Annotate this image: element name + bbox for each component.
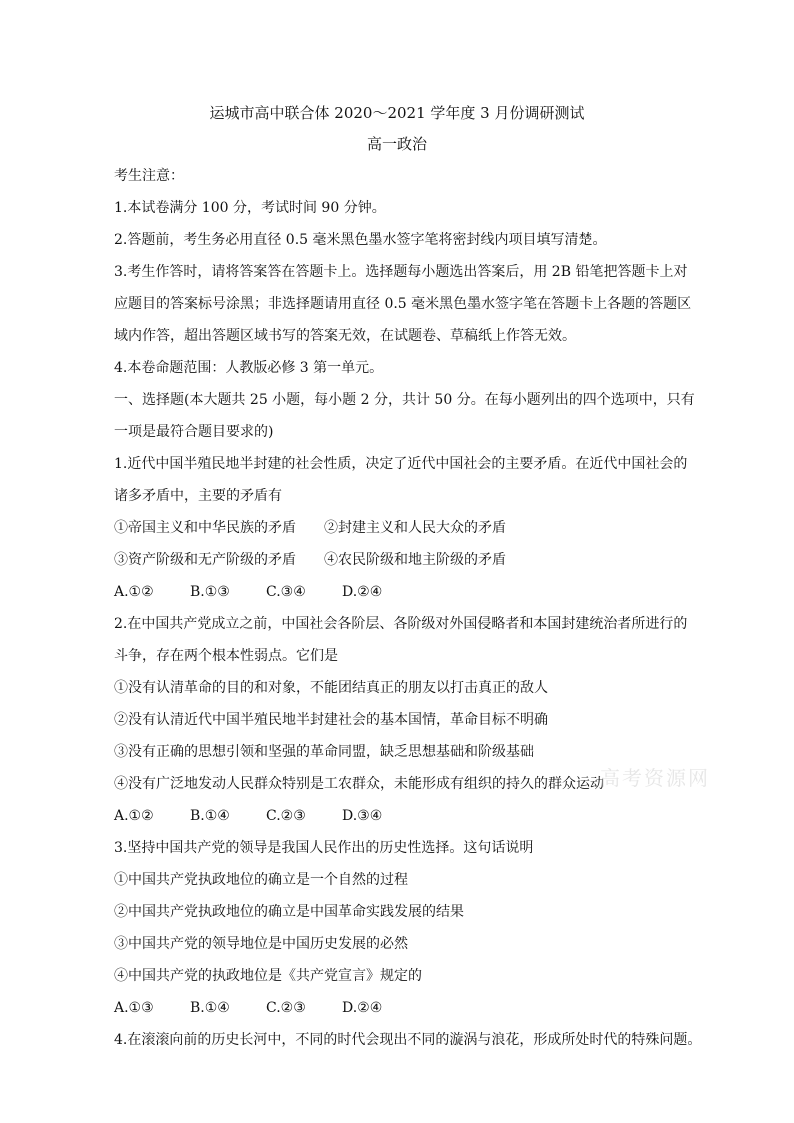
q1-statement: ①帝国主义和中华民族的矛盾: [114, 520, 296, 536]
q1-statement: ④农民阶级和地主阶级的矛盾: [324, 552, 506, 568]
q3-option-c[interactable]: C.②③: [266, 1000, 306, 1016]
q2-option-b[interactable]: B.①④: [190, 808, 230, 824]
notice-item: 2.答题前，考生务必用直径 0.5 毫米黑色墨水签字笔将密封线内项目填写清楚。: [114, 232, 607, 248]
q3-statement: ②中国共产党执政地位的确立是中国革命实践发展的结果: [114, 904, 464, 920]
q2-options: [114, 806, 382, 826]
q3-statement: ③中国共产党的领导地位是中国历史发展的必然: [114, 936, 408, 952]
q2-option-c[interactable]: C.②③: [266, 808, 306, 824]
q1-option-c[interactable]: C.③④: [266, 584, 306, 600]
q1-option-d[interactable]: D.②④: [342, 584, 383, 600]
notice-item: 3.考生作答时，请将答案答在答题卡上。选择题每小题选出答案后，用 2B 铅笔把答题卡上对: [114, 264, 688, 280]
section-heading-cont: 一项是最符合题目要求的): [114, 424, 274, 440]
q2-option-d[interactable]: D.③④: [342, 808, 383, 824]
q2-stem-cont: 斗争，存在两个根本性弱点。它们是: [114, 648, 338, 664]
q1-statements-row: [114, 518, 506, 538]
q1-stem-cont: 诸多矛盾中，主要的矛盾有: [114, 488, 282, 504]
q3-option-a[interactable]: A.①③: [114, 1000, 154, 1016]
section-heading: 一、选择题(本大题共 25 小题，每小题 2 分，共计 50 分。在每小题列出的四个选项中，只有: [114, 392, 695, 408]
q1-option-b[interactable]: B.①③: [190, 584, 230, 600]
q1-statement: ③资产阶级和无产阶级的矛盾: [114, 552, 296, 568]
q3-options: [114, 998, 382, 1018]
notice-heading: 考生注意：: [114, 168, 184, 184]
q4-stem: 4.在滚滚向前的历史长河中，不同的时代会现出不同的漩涡与浪花，形成所处时代的特殊问题。: [114, 1032, 702, 1048]
q1-statement: ②封建主义和人民大众的矛盾: [324, 520, 506, 536]
notice-item: 1.本试卷满分 100 分，考试时间 90 分钟。: [114, 200, 386, 216]
q2-statement: ①没有认清革命的目的和对象，不能团结真正的朋友以打击真正的敌人: [114, 680, 548, 696]
q3-statement: ④中国共产党的执政地位是《共产党宣言》规定的: [114, 968, 422, 984]
q1-options: [114, 582, 382, 602]
q1-stem: 1.近代中国半殖民地半封建的社会性质，决定了近代中国社会的主要矛盾。在近代中国社会的: [114, 456, 688, 472]
notice-item: 4.本卷命题范围：人教版必修 3 第一单元。: [114, 360, 384, 376]
subject-title: 高一政治: [366, 135, 427, 153]
q1-statements-row: [114, 550, 506, 570]
q3-option-b[interactable]: B.①④: [190, 1000, 230, 1016]
q3-statement: ①中国共产党执政地位的确立是一个自然的过程: [114, 872, 408, 888]
exam-title: 运城市高中联合体 2020～2021 学年度 3 月份调研测试: [209, 104, 585, 122]
q2-statement: ③没有正确的思想引领和坚强的革命同盟，缺乏思想基础和阶级基础: [114, 744, 534, 760]
q2-statement: ④没有广泛地发动人民群众特别是工农群众，未能形成有组织的持久的群众运动: [114, 776, 604, 792]
notice-item: 域内作答，超出答题区域书写的答案无效，在试题卷、草稿纸上作答无效。: [114, 328, 576, 344]
notice-item: 应题目的答案标号涂黑；非选择题请用直径 0.5 毫米黑色墨水签字笔在答题卡上各题的答题区: [114, 296, 692, 312]
q3-stem: 3.坚持中国共产党的领导是我国人民作出的历史性选择。这句话说明: [114, 840, 534, 856]
watermark: 高考资源网: [600, 766, 710, 790]
q3-option-d[interactable]: D.②④: [342, 1000, 383, 1016]
q2-statement: ②没有认清近代中国半殖民地半封建社会的基本国情，革命目标不明确: [114, 712, 548, 728]
q2-stem: 2.在中国共产党成立之前，中国社会各阶层、各阶级对外国侵略者和本国封建统治者所进行的: [114, 616, 688, 632]
q1-option-a[interactable]: A.①②: [114, 584, 154, 600]
q2-option-a[interactable]: A.①②: [114, 808, 154, 824]
